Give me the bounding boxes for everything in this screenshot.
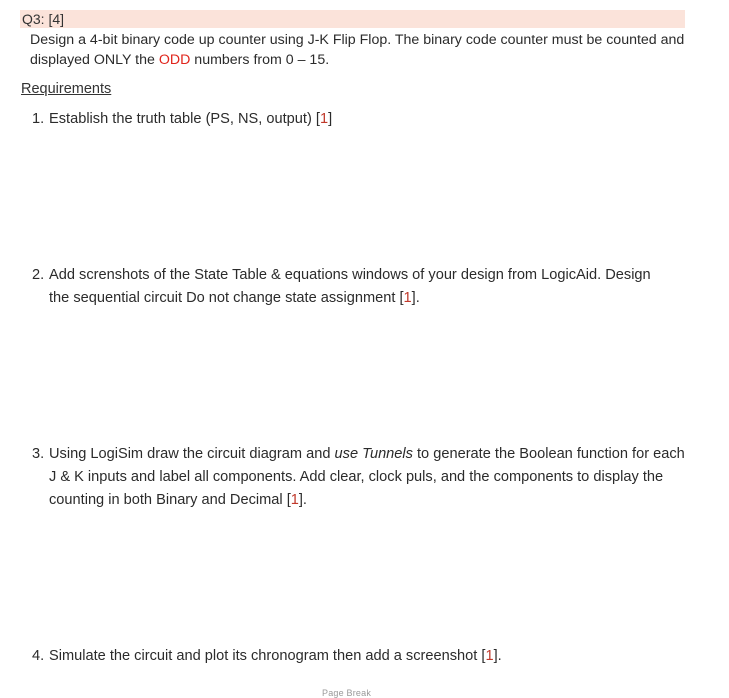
question-label: Q3: [4] [22,11,65,27]
requirement-number: 3. [32,446,45,462]
requirements-heading: Requirements [21,81,112,97]
intro-odd-highlight: ODD [158,52,191,68]
requirement-item-3 [32,443,694,512]
requirement-text-end: ]. [298,492,307,508]
requirement-item-4 [32,645,692,668]
requirement-number: 2. [32,267,45,283]
requirement-item-1 [32,108,692,131]
requirement-mark: 1 [403,290,412,306]
requirement-text-end: ]. [493,648,502,664]
question-intro [30,30,690,70]
requirement-text: Add screnshots of the State Table & equations windows of your design from LogicAid. Design the sequential circuit Do not change state assignment [ [49,267,651,306]
requirement-text-end: ] [328,111,333,127]
requirement-italic-text: use Tunnels [334,446,413,462]
question-header-bar [20,10,685,28]
requirement-text-cont: to generate the Boolean function for each J & K inputs and label all components. Add clear, clock puls, and the components to display the counting in both Binary and Decimal [ [49,446,685,508]
requirement-text: Simulate the circuit and plot its chronogram then add a screenshot [ [49,648,486,664]
requirement-mark: 1 [319,111,329,127]
page-break-marker: Page Break [322,688,372,698]
requirement-text: Using LogiSim draw the circuit diagram and [49,446,335,462]
requirement-text: Establish the truth table (PS, NS, output) [ [49,111,320,127]
intro-text-part1: Design a 4-bit binary code up counter using J-K Flip Flop. The binary code counter must be counted and displayed ONLY the [30,32,685,68]
requirement-item-2 [32,264,672,310]
requirement-text-end: ]. [411,290,420,306]
requirement-mark: 1 [485,648,494,664]
requirement-number: 4. [32,648,45,664]
intro-text-part2: numbers from 0 – 15. [190,52,330,68]
requirement-mark: 1 [290,492,299,508]
requirement-number: 1. [32,111,45,127]
